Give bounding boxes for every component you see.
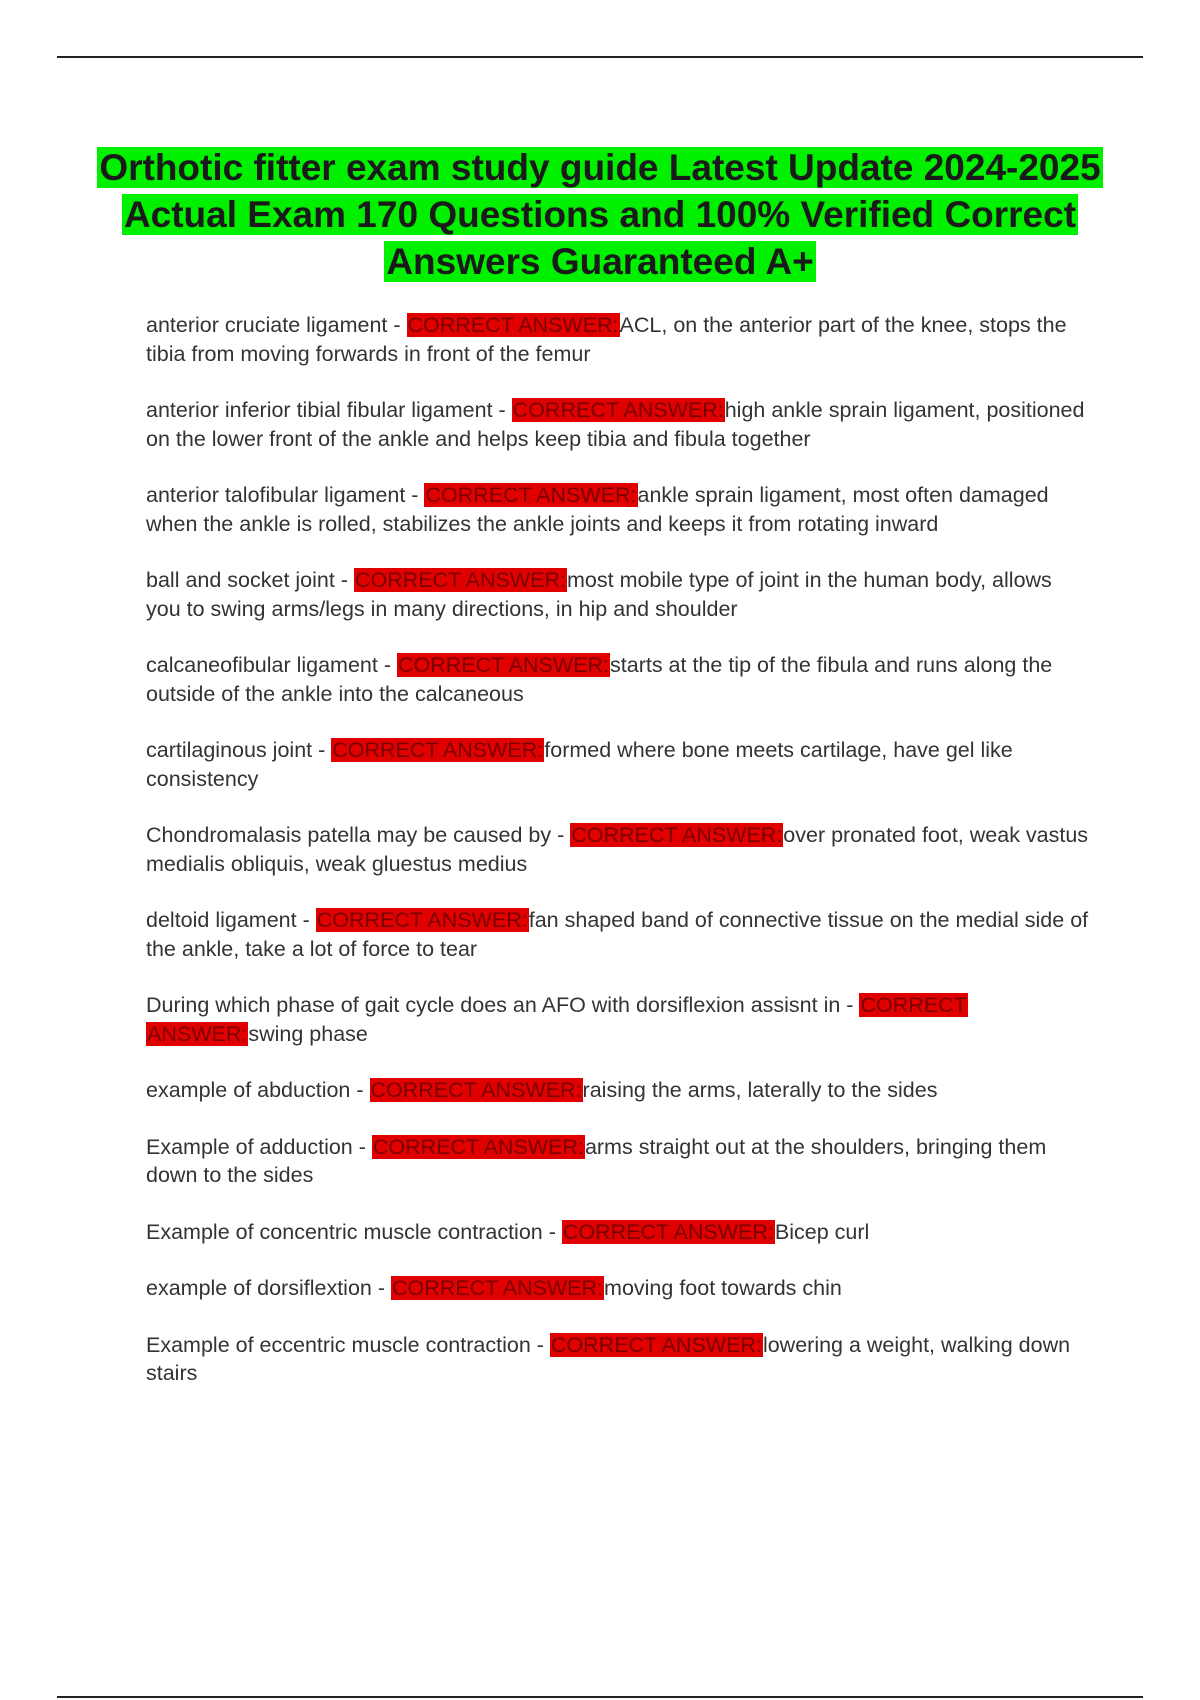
- correct-answer-marker: CORRECT ANSWER:: [391, 1276, 604, 1300]
- question-text: ball and socket joint -: [146, 568, 354, 592]
- correct-answer-marker: CORRECT ANSWER:: [372, 1134, 584, 1159]
- answer-text: starts at the tip of the fibula and runs along the outside of the ankle into the calcaneous: [146, 653, 1053, 706]
- qa-list: [146, 311, 1091, 1416]
- question-text: example of abduction -: [146, 1078, 370, 1102]
- qa-item: [146, 481, 1091, 538]
- qa-item: [146, 566, 1091, 623]
- qa-item: [146, 991, 1091, 1048]
- qa-item: [146, 396, 1091, 453]
- answer-text: ankle sprain ligament, most often damaged when the ankle is rolled, stabilizes the ankle joints and keeps it from rotating inward: [146, 483, 1049, 536]
- answer-text: arms straight out at the shoulders, bringing them down to the sides: [146, 1134, 1047, 1187]
- answer-text: ACL, on the anterior part of the knee, stops the tibia from moving forwards in front of the femur: [146, 313, 1067, 366]
- question-text: anterior cruciate ligament -: [146, 313, 407, 337]
- qa-item: [146, 1218, 1091, 1247]
- answer-text: fan shaped band of connective tissue on the medial side of the ankle, take a lot of force to tear: [146, 908, 1089, 961]
- qa-item: [146, 821, 1091, 878]
- question-text: Chondromalasis patella may be caused by -: [146, 823, 571, 847]
- answer-text: Bicep curl: [774, 1219, 870, 1244]
- qa-item: [146, 736, 1091, 793]
- qa-item: [146, 311, 1091, 368]
- question-text: Example of eccentric muscle contraction -: [146, 1332, 550, 1357]
- correct-answer-marker: CORRECT ANSWER:: [512, 398, 724, 422]
- answer-text: moving foot towards chin: [604, 1276, 842, 1300]
- question-text: deltoid ligament -: [146, 908, 316, 932]
- correct-answer-marker: CORRECT ANSWER:: [147, 993, 967, 1046]
- question-text: cartilaginous joint -: [146, 738, 332, 762]
- answer-text: formed where bone meets cartilage, have gel like consistency: [146, 738, 1013, 791]
- title-block: [60, 144, 1140, 285]
- document-title: Orthotic fitter exam study guide Latest Update 2024-2025 Actual Exam 170 Questions and 100% Verified Correct Answers Guaranteed A+: [99, 147, 1101, 282]
- question-text: anterior inferior tibial fibular ligament -: [146, 398, 512, 422]
- qa-item: [146, 1274, 1091, 1303]
- correct-answer-marker: CORRECT ANSWER:: [562, 1219, 774, 1244]
- answer-text: lowering a weight, walking down stairs: [146, 1332, 1071, 1385]
- answer-text: high ankle sprain ligament, positioned on the lower front of the ankle and helps keep tibia and fibula together: [146, 398, 1085, 451]
- answer-text: swing phase: [248, 1021, 368, 1046]
- question-text: During which phase of gait cycle does an AFO with dorsiflexion assisnt in -: [146, 993, 860, 1017]
- question-text: example of dorsiflextion -: [146, 1276, 391, 1300]
- question-text: Example of adduction -: [146, 1134, 372, 1159]
- correct-answer-marker: CORRECT ANSWER:: [370, 1078, 582, 1102]
- top-divider: [57, 56, 1143, 58]
- answer-text: over pronated foot, weak vastus medialis obliquis, weak gluestus medius: [146, 823, 1089, 876]
- question-text: Example of concentric muscle contraction -: [146, 1219, 562, 1244]
- correct-answer-marker: CORRECT ANSWER:: [397, 653, 610, 677]
- answer-text: raising the arms, laterally to the sides: [582, 1078, 938, 1102]
- correct-answer-marker: CORRECT ANSWER:: [425, 483, 637, 507]
- qa-item: [146, 651, 1091, 708]
- question-text: anterior talofibular ligament -: [146, 483, 425, 507]
- question-text: calcaneofibular ligament -: [146, 653, 397, 677]
- qa-item: [146, 1076, 1091, 1105]
- correct-answer-marker: CORRECT ANSWER:: [354, 568, 566, 592]
- qa-item: [146, 1133, 1091, 1190]
- qa-item: [146, 1331, 1091, 1388]
- correct-answer-marker: CORRECT ANSWER:: [316, 908, 528, 932]
- correct-answer-marker: CORRECT ANSWER:: [332, 738, 544, 762]
- correct-answer-marker: CORRECT ANSWER:: [550, 1332, 762, 1357]
- correct-answer-marker: CORRECT ANSWER:: [571, 823, 783, 847]
- bottom-divider: [57, 1696, 1143, 1698]
- correct-answer-marker: CORRECT ANSWER:: [407, 313, 619, 337]
- qa-item: [146, 906, 1091, 963]
- answer-text: most mobile type of joint in the human body, allows you to swing arms/legs in many directions, in hip and shoulder: [146, 568, 1052, 621]
